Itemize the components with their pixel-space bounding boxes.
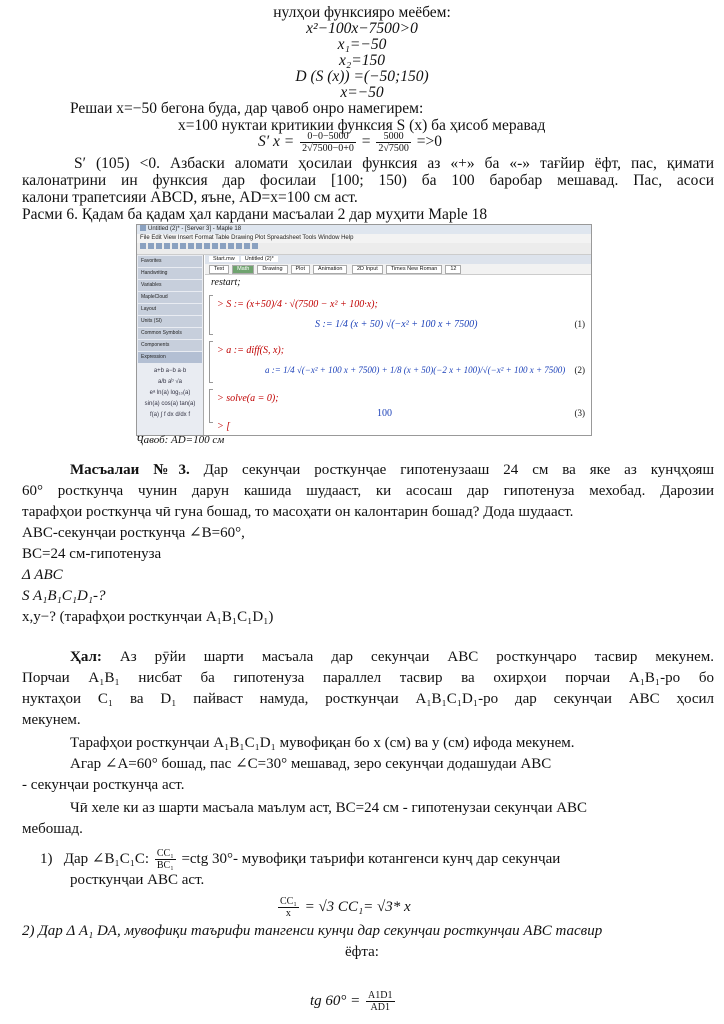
equation-label: (3)	[574, 408, 585, 418]
problem-statement-line: 60° росткунҷа чунин дарун кашида шудааст, ки асосаш дар гипотенуза мехобад. Дарозии	[22, 483, 714, 499]
redo-icon	[204, 243, 210, 249]
equation: x²−100x−7500>0	[306, 20, 418, 37]
numerator: 0−0−5000	[300, 131, 356, 143]
given-line: ABC-секунҷаи росткунҷа ∠B=60°,	[22, 525, 245, 541]
fraction	[366, 990, 394, 1013]
solution-label: Ҳал:	[70, 649, 102, 665]
solution-line: мекунем.	[22, 712, 81, 728]
paste-icon	[188, 243, 194, 249]
problem-title: Масъалаи №3.	[70, 462, 190, 478]
text-line: x=100 нуктаи критикии функсия S (x) ба ҳисоб меравад	[178, 117, 546, 134]
denominator: 2√7500−0+0	[302, 143, 354, 154]
open-icon	[148, 243, 154, 249]
solution-line: Тарафҳои росткунҷаи A₁B₁C₁D₁ мувофиқан бо x (см) ва y (см) ифода мекунем.	[70, 735, 575, 751]
fraction	[376, 131, 411, 154]
execution-group-bracket	[209, 295, 213, 335]
formula-prefix: tg 60° =	[310, 992, 361, 1009]
given-line: S A₁B₁C₁D₁-?	[22, 588, 106, 604]
list-item-1-cont: росткунҷаи ABC аст.	[70, 872, 205, 888]
equation-label: (1)	[574, 319, 585, 329]
fraction	[155, 848, 176, 871]
formula-2	[310, 990, 397, 1013]
palette-header: Handwriting	[138, 268, 202, 279]
given-line: Δ ABC	[22, 567, 63, 583]
given-line: BC=24 см-гипотенуза	[22, 546, 162, 562]
solution-line: Порчаи A₁B₁ нисбат ба гипотенуза параллел тасвир ва охирҳои порчаи A₁B₁-ро бо	[22, 670, 714, 686]
palette-row: a/b aᵇ √a	[158, 379, 182, 385]
style-box: Times New Roman	[386, 265, 443, 274]
text-line: нулҳои функсияро меёбем:	[273, 4, 451, 21]
maple-input-2	[217, 345, 284, 356]
style-box: 12	[445, 265, 461, 274]
math-icon	[220, 243, 226, 249]
style-box: 2D Input	[352, 265, 383, 274]
problem-text: Дар секунҷаи росткунҷае гипотенузааш 24 см ва яке аз кунҷҳояш	[203, 462, 715, 478]
palette-header: Units (SI)	[138, 316, 202, 327]
palette-row: f(a) ∫ f dx d/dx f	[150, 412, 190, 418]
cut-icon	[172, 243, 178, 249]
palette-header: Layout	[138, 304, 202, 315]
solution-line: Чӣ хеле ки аз шарти масъала маълум аст, BC=24 см - гипотенузаи секунҷаи ABC	[70, 800, 588, 816]
document-tabs	[205, 255, 591, 264]
formula-1	[276, 896, 411, 919]
maple-command: S := (x+50)/4 · √(7500 − x² + 100·x);	[226, 299, 378, 310]
paragraph-line: калони трапетсияи ABCD, яъне, AD=x=100 см аст.	[22, 189, 358, 206]
list-item-2: 2) Дар Δ A₁ DA, мувофиқи таърифи тангенси кунҷи дар секунҷаи росткунҷаи ABC тасвир	[22, 923, 603, 939]
equation-label: (2)	[574, 365, 585, 375]
format-mode: Text	[209, 265, 229, 274]
maple-title-bar	[137, 225, 591, 234]
text-icon	[212, 243, 218, 249]
list-number: 1)	[40, 850, 53, 867]
derivative-equation	[258, 131, 442, 154]
maple-menu-bar: File Edit View Insert Format Table Drawing Plot Spreadsheet Tools Window Help	[137, 234, 591, 243]
fraction	[300, 131, 356, 154]
maple-screenshot	[136, 224, 592, 436]
stop-icon	[236, 243, 242, 249]
palette-header: Favorites	[138, 256, 202, 267]
maple-toolbar	[137, 243, 591, 255]
solution-line: мебошад.	[22, 821, 83, 837]
execution-group-bracket	[209, 389, 213, 423]
equals: =	[361, 133, 371, 151]
expression-palette-grid	[137, 364, 203, 423]
figure-caption: Расми 6. Қадам ба қадам ҳал кардани масъалаи 2 дар муҳити Maple 18	[22, 206, 488, 223]
equation: x₁=−50	[337, 36, 387, 53]
maple-empty-prompt: > [	[217, 421, 231, 432]
maple-output-2: a := 1/4 √(−x² + 100 x + 7500) + 1/8 (x + 50)(−2 x + 100)/√(−x² + 100 x + 7500)	[265, 365, 566, 375]
list-item-2-cont: ёфта:	[345, 944, 379, 960]
help-icon	[252, 243, 258, 249]
palette-row: eᵃ ln(a) log₁₀(a)	[149, 390, 191, 396]
palette-header: Components	[138, 340, 202, 351]
maple-title: Untitled (2)* - [Server 3] - Maple 18	[148, 226, 242, 232]
text-line: Решаи x=−50 бегона буда, дар ҷавоб онро намегирем:	[70, 100, 424, 117]
equation: x=−50	[340, 84, 384, 101]
zoom-icon	[244, 243, 250, 249]
maple-output-3: 100	[377, 408, 392, 419]
paragraph-line: S′ (105) <0. Азбаски аломати ҳосилаи функсия аз «+» ба «-» тағйир ёфт, пас, қимати	[74, 155, 714, 172]
solution-line: - секунҷаи росткунҷа аст.	[22, 777, 185, 793]
maple-input-3	[217, 393, 279, 404]
format-mode: Plot	[291, 265, 310, 274]
maple-input-1	[217, 299, 378, 310]
copy-icon	[180, 243, 186, 249]
format-mode: Animation	[313, 265, 347, 274]
numerator: CC₁	[156, 848, 174, 859]
maple-worksheet	[205, 255, 591, 435]
list-text: Дар ∠B₁C₁C:	[63, 850, 150, 867]
numerator: A1D1	[368, 990, 393, 1001]
format-bar	[205, 264, 591, 275]
list-item-1	[40, 848, 560, 871]
list-text: =ctg 30°- мувофиқи таърифи котангенси кунҷ дар секунҷаи	[181, 850, 561, 867]
format-mode: Drawing	[257, 265, 287, 274]
prompt: >	[217, 393, 227, 404]
paragraph-line: калонатрини ин функсия дар фосилаи [100; 150) ба 100 баробар мешавад. Пас, асоси	[22, 172, 714, 189]
palette-expression: Expression	[138, 352, 202, 363]
execution-group-bracket	[209, 341, 213, 383]
palette-row: sin(a) cos(a) tan(a)	[144, 401, 196, 407]
solution-line: нуктаҳои C₁ ва D₁ пайваст намуда, росткунҷаи A₁B₁C₁D₁-ро дар секунҷаи ABC ҳосил	[22, 691, 714, 707]
maple-command: a := diff(S, x);	[226, 345, 285, 356]
prompt: >	[217, 345, 227, 356]
solution-line	[70, 648, 714, 666]
palette-header: MapleCloud	[138, 292, 202, 303]
formula-rest: = √3 CC₁= √3* x	[304, 898, 411, 915]
undo-icon	[196, 243, 202, 249]
numerator: 5000	[376, 131, 411, 143]
problem-statement-line: тарафҳои росткунҷа чӣ гуна бошад, то масоҳати он калонтарин бошад? Дода шудааст.	[22, 504, 574, 520]
maple-logo-icon	[140, 225, 146, 231]
palette-row: a+b a−b a·b	[153, 368, 187, 374]
maple-command: solve(a = 0);	[226, 393, 279, 404]
maple-output-1: S := 1/4 (x + 50) √(−x² + 100 x + 7500)	[315, 319, 478, 330]
numerator: CC₁	[280, 896, 297, 907]
maple-answer: Ҷавоб: AD=100 см	[136, 434, 225, 446]
print-icon	[164, 243, 170, 249]
new-icon	[140, 243, 146, 249]
fraction	[278, 896, 299, 919]
problem-statement-line	[70, 461, 714, 479]
deriv-suffix: =>0	[416, 133, 442, 151]
equation: x₂=150	[339, 52, 385, 69]
prompt: >	[217, 299, 227, 310]
save-icon	[156, 243, 162, 249]
denominator: x	[285, 908, 291, 919]
tab: Start.mw	[209, 256, 239, 262]
denominator: AD1	[370, 1002, 390, 1013]
solution-text: Аз рӯйи шарти масъала дар секунҷаи ABC росткунҷаро тасвир мекунем.	[119, 649, 714, 665]
equation: D (S (x)) =(−50;150)	[295, 68, 429, 85]
deriv-prefix: S′ x =	[258, 133, 295, 151]
format-mode: Math	[232, 265, 254, 274]
palette-header: Variables	[138, 280, 202, 291]
execute-icon	[228, 243, 234, 249]
palette-sidebar	[137, 255, 204, 435]
solution-line: Агар ∠A=60° бошад, пас ∠C=30° мешавад, зеро секунҷаи додашудаи ABC	[70, 756, 552, 772]
maple-restart: restart;	[211, 277, 241, 288]
tab: Untitled (2)*	[241, 256, 278, 262]
denominator: 2√7500	[378, 143, 409, 154]
given-line: x,y−? (тарафҳои росткунҷаи A₁B₁C₁D₁)	[22, 609, 274, 625]
denominator: BC₁	[156, 860, 174, 871]
palette-header: Common Symbols	[138, 328, 202, 339]
